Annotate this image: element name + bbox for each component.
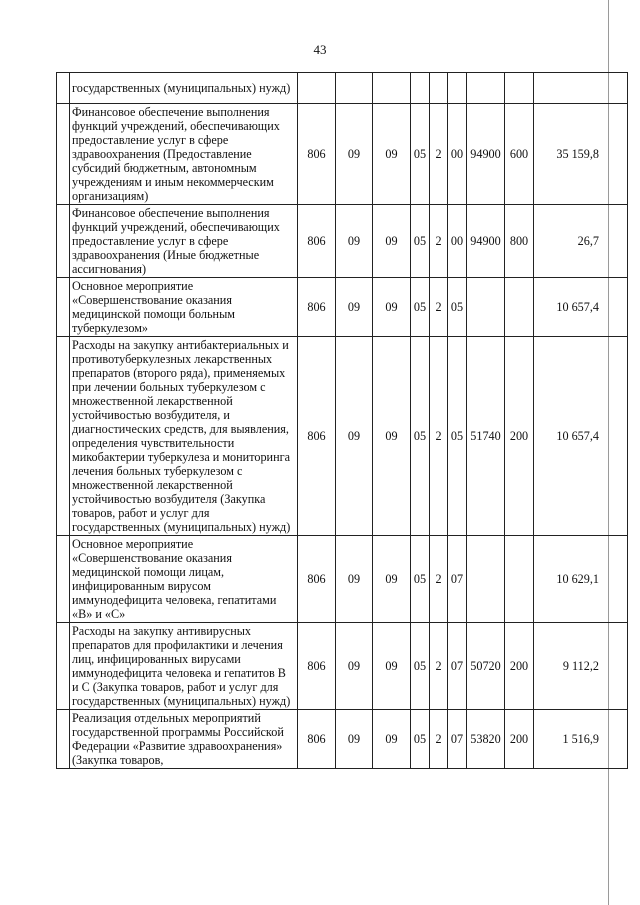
target-article-part1: 05 xyxy=(411,104,430,205)
amount: 10 657,4 xyxy=(534,337,628,536)
row-name: Расходы на закупку антивирусных препаратов для профилактики и лечения лиц, инфицированных вирусами иммунодефицита человека и гепатитов В и С (Закупка товаров, работ и услуг для государственных (муниципальных) нужд) xyxy=(70,623,298,710)
target-article-part1 xyxy=(411,73,430,104)
subsection-code: 09 xyxy=(373,337,411,536)
row-marker-cell xyxy=(57,278,70,337)
table-row xyxy=(57,710,628,769)
target-article-part1: 05 xyxy=(411,710,430,769)
target-article-part4: 50720 xyxy=(467,623,505,710)
table-row xyxy=(57,623,628,710)
expense-type-code: 800 xyxy=(505,205,534,278)
grbs-code: 806 xyxy=(298,278,336,337)
amount: 26,7 xyxy=(534,205,628,278)
target-article-part3 xyxy=(448,73,467,104)
grbs-code: 806 xyxy=(298,205,336,278)
target-article-part3: 05 xyxy=(448,278,467,337)
table-row xyxy=(57,337,628,536)
target-article-part1: 05 xyxy=(411,278,430,337)
row-marker-cell xyxy=(57,205,70,278)
target-article-part1: 05 xyxy=(411,536,430,623)
amount: 35 159,8 xyxy=(534,104,628,205)
row-name: Реализация отдельных мероприятий государственной программы Российской Федерации «Развитие здравоохранения» (Закупка товаров, xyxy=(70,710,298,769)
section-code: 09 xyxy=(336,536,373,623)
amount: 10 629,1 xyxy=(534,536,628,623)
grbs-code: 806 xyxy=(298,337,336,536)
table-row xyxy=(57,205,628,278)
section-code xyxy=(336,73,373,104)
section-code: 09 xyxy=(336,278,373,337)
amount: 10 657,4 xyxy=(534,278,628,337)
expense-type-code: 200 xyxy=(505,623,534,710)
target-article-part4: 94900 xyxy=(467,104,505,205)
target-article-part4: 51740 xyxy=(467,337,505,536)
table-row xyxy=(57,104,628,205)
expense-type-code xyxy=(505,278,534,337)
row-marker-cell xyxy=(57,623,70,710)
grbs-code: 806 xyxy=(298,623,336,710)
section-code: 09 xyxy=(336,205,373,278)
target-article-part3: 00 xyxy=(448,205,467,278)
grbs-code xyxy=(298,73,336,104)
target-article-part3: 07 xyxy=(448,536,467,623)
amount: 9 112,2 xyxy=(534,623,628,710)
row-marker-cell xyxy=(57,104,70,205)
amount: 1 516,9 xyxy=(534,710,628,769)
table-row xyxy=(57,278,628,337)
page-number: 43 xyxy=(313,42,327,57)
target-article-part3: 00 xyxy=(448,104,467,205)
target-article-part1: 05 xyxy=(411,337,430,536)
target-article-part1: 05 xyxy=(411,623,430,710)
expense-type-code: 200 xyxy=(505,337,534,536)
grbs-code: 806 xyxy=(298,536,336,623)
row-name: государственных (муниципальных) нужд) xyxy=(70,73,298,104)
target-article-part4 xyxy=(467,278,505,337)
section-code: 09 xyxy=(336,104,373,205)
row-name: Основное мероприятие «Совершенствование оказания медицинской помощи больным туберкулезом» xyxy=(70,278,298,337)
amount xyxy=(534,73,628,104)
section-code: 09 xyxy=(336,710,373,769)
subsection-code: 09 xyxy=(373,623,411,710)
subsection-code xyxy=(373,73,411,104)
target-article-part1: 05 xyxy=(411,205,430,278)
target-article-part2 xyxy=(430,73,448,104)
target-article-part4 xyxy=(467,536,505,623)
row-marker-cell xyxy=(57,337,70,536)
target-article-part2: 2 xyxy=(430,536,448,623)
target-article-part3: 07 xyxy=(448,623,467,710)
table-row xyxy=(57,536,628,623)
expense-type-code xyxy=(505,73,534,104)
table-row xyxy=(57,73,628,104)
section-code: 09 xyxy=(336,337,373,536)
target-article-part2: 2 xyxy=(430,104,448,205)
grbs-code: 806 xyxy=(298,104,336,205)
expense-type-code: 600 xyxy=(505,104,534,205)
grbs-code: 806 xyxy=(298,710,336,769)
target-article-part2: 2 xyxy=(430,710,448,769)
target-article-part2: 2 xyxy=(430,278,448,337)
expense-type-code: 200 xyxy=(505,710,534,769)
subsection-code: 09 xyxy=(373,104,411,205)
target-article-part4: 53820 xyxy=(467,710,505,769)
row-marker-cell xyxy=(57,536,70,623)
target-article-part3: 07 xyxy=(448,710,467,769)
target-article-part3: 05 xyxy=(448,337,467,536)
section-code: 09 xyxy=(336,623,373,710)
row-marker-cell xyxy=(57,710,70,769)
target-article-part2: 2 xyxy=(430,623,448,710)
subsection-code: 09 xyxy=(373,536,411,623)
subsection-code: 09 xyxy=(373,205,411,278)
row-name: Финансовое обеспечение выполнения функций учреждений, обеспечивающих предоставление услуг в сфере здравоохранения (Иные бюджетные ассигнования) xyxy=(70,205,298,278)
target-article-part4 xyxy=(467,73,505,104)
budget-table xyxy=(56,72,628,769)
target-article-part4: 94900 xyxy=(467,205,505,278)
row-name: Финансовое обеспечение выполнения функций учреждений, обеспечивающих предоставление услуг в сфере здравоохранения (Предоставление субсидий бюджетным, автономным учреждениям и иным некоммерческим организациям) xyxy=(70,104,298,205)
expense-type-code xyxy=(505,536,534,623)
target-article-part2: 2 xyxy=(430,205,448,278)
subsection-code: 09 xyxy=(373,278,411,337)
target-article-part2: 2 xyxy=(430,337,448,536)
row-marker-cell xyxy=(57,73,70,104)
row-name: Расходы на закупку антибактериальных и противотуберкулезных лекарственных препаратов (второго ряда), применяемых при лечении больных туберкулезом с множественной лекарственной устойчивостью возбудителя, и диагностических средств, для выявления, определения чувствительности микобактерии туберкулеза и мониторинга лечения больных туберкулезом с множественной лекарственной устойчивостью возбудителя (Закупка товаров, работ и услуг для государственных (муниципальных) нужд) xyxy=(70,337,298,536)
subsection-code: 09 xyxy=(373,710,411,769)
row-name: Основное мероприятие «Совершенствование оказания медицинской помощи лицам, инфицированным вирусом иммунодефицита человека, гепатитами «В» и «С» xyxy=(70,536,298,623)
